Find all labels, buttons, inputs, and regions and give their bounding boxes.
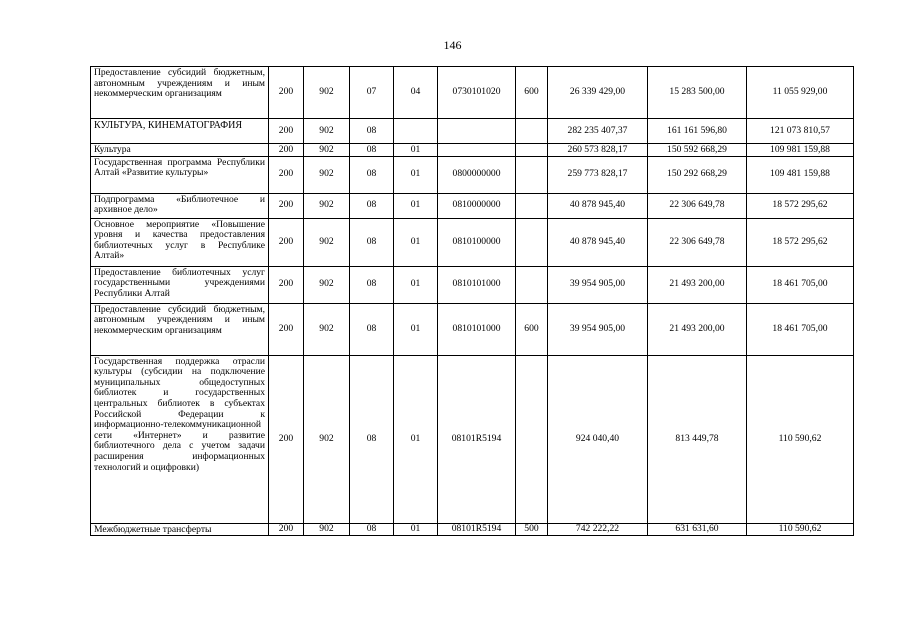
- amount-federal: 813 449,78: [648, 355, 747, 523]
- code-expense-type: [516, 218, 548, 266]
- row-name: Государственная поддержка отрасли культуры (субсидии на подключение муниципальных общедоступных библиотек и государственных центральных библиотек в субъектах Российской Федерации к информационно-телекоммуникационной сети «Интернет» и развитие библиотечного дела с учетом задачи расширения информационных технологий и оцифровки): [91, 355, 269, 523]
- code-expense-type: [516, 156, 548, 193]
- amount-federal: 161 161 596,80: [648, 119, 747, 144]
- code-ministry: 902: [304, 144, 350, 157]
- table-row: [91, 193, 854, 218]
- code-expense-type: 500: [516, 523, 548, 536]
- amount-federal: 150 292 668,29: [648, 156, 747, 193]
- code-expense-type: [516, 355, 548, 523]
- amount-total: 259 773 828,17: [548, 156, 648, 193]
- code-section: 08: [350, 144, 394, 157]
- amount-total: 260 573 828,17: [548, 144, 648, 157]
- code-subsection: 01: [394, 144, 438, 157]
- row-name: КУЛЬТУРА, КИНЕМАТОГРАФИЯ: [91, 119, 269, 144]
- code-expense-type: [516, 266, 548, 303]
- code-subsection: 01: [394, 355, 438, 523]
- code-admin: 200: [269, 144, 304, 157]
- code-section: 08: [350, 218, 394, 266]
- code-subsection: 04: [394, 67, 438, 119]
- row-name: Межбюджетные трансферты: [91, 523, 269, 536]
- row-name: Культура: [91, 144, 269, 157]
- table-row: [91, 523, 854, 536]
- amount-regional: 109 481 159,88: [747, 156, 854, 193]
- table-row: [91, 303, 854, 355]
- amount-regional: 18 572 295,62: [747, 193, 854, 218]
- amount-total: 742 222,22: [548, 523, 648, 536]
- code-ministry: 902: [304, 355, 350, 523]
- code-target: 0800000000: [438, 156, 516, 193]
- code-target: 0810101000: [438, 266, 516, 303]
- code-ministry: 902: [304, 303, 350, 355]
- amount-regional: 109 981 159,88: [747, 144, 854, 157]
- amount-federal: 150 592 668,29: [648, 144, 747, 157]
- table-row: [91, 266, 854, 303]
- code-admin: 200: [269, 218, 304, 266]
- amount-regional: 18 461 705,00: [747, 266, 854, 303]
- amount-federal: 22 306 649,78: [648, 193, 747, 218]
- code-section: 08: [350, 119, 394, 144]
- code-expense-type: [516, 119, 548, 144]
- code-subsection: 01: [394, 193, 438, 218]
- code-target: 0730101020: [438, 67, 516, 119]
- code-ministry: 902: [304, 119, 350, 144]
- code-subsection: 01: [394, 523, 438, 536]
- code-subsection: 01: [394, 303, 438, 355]
- code-subsection: 01: [394, 218, 438, 266]
- code-ministry: 902: [304, 523, 350, 536]
- amount-federal: 631 631,60: [648, 523, 747, 536]
- code-section: 08: [350, 355, 394, 523]
- table-row: [91, 119, 854, 144]
- code-expense-type: [516, 144, 548, 157]
- amount-total: 40 878 945,40: [548, 193, 648, 218]
- table-row: [91, 355, 854, 523]
- code-subsection: 01: [394, 156, 438, 193]
- code-ministry: 902: [304, 67, 350, 119]
- code-target: 0810100000: [438, 218, 516, 266]
- amount-federal: 15 283 500,00: [648, 67, 747, 119]
- code-target: 08101R5194: [438, 523, 516, 536]
- code-admin: 200: [269, 119, 304, 144]
- amount-regional: 18 461 705,00: [747, 303, 854, 355]
- code-admin: 200: [269, 266, 304, 303]
- row-name: Предоставление субсидий бюджетным, автономным учреждениям и иным некоммерческим организациям: [91, 67, 269, 119]
- code-section: 07: [350, 67, 394, 119]
- code-section: 08: [350, 303, 394, 355]
- code-target: 08101R5194: [438, 355, 516, 523]
- page-number: 146: [443, 38, 462, 52]
- code-expense-type: [516, 193, 548, 218]
- code-target: [438, 119, 516, 144]
- table-row: [91, 218, 854, 266]
- code-expense-type: 600: [516, 67, 548, 119]
- code-subsection: [394, 119, 438, 144]
- amount-federal: 22 306 649,78: [648, 218, 747, 266]
- code-ministry: 902: [304, 193, 350, 218]
- code-admin: 200: [269, 67, 304, 119]
- amount-regional: 18 572 295,62: [747, 218, 854, 266]
- code-admin: 200: [269, 303, 304, 355]
- code-admin: 200: [269, 193, 304, 218]
- row-name: Предоставление библиотечных услуг государственными учреждениями Республики Алтай: [91, 266, 269, 303]
- code-ministry: 902: [304, 266, 350, 303]
- code-section: 08: [350, 193, 394, 218]
- code-section: 08: [350, 156, 394, 193]
- amount-federal: 21 493 200,00: [648, 266, 747, 303]
- amount-regional: 110 590,62: [747, 523, 854, 536]
- code-admin: 200: [269, 523, 304, 536]
- code-admin: 200: [269, 355, 304, 523]
- code-admin: 200: [269, 156, 304, 193]
- amount-total: 39 954 905,00: [548, 303, 648, 355]
- budget-table: [90, 66, 854, 536]
- code-section: 08: [350, 523, 394, 536]
- row-name: Основное мероприятие «Повышение уровня и качества предоставления библиотечных услуг в Республике Алтай»: [91, 218, 269, 266]
- table-row: [91, 156, 854, 193]
- amount-total: 40 878 945,40: [548, 218, 648, 266]
- code-expense-type: 600: [516, 303, 548, 355]
- amount-total: 39 954 905,00: [548, 266, 648, 303]
- table-row: [91, 67, 854, 119]
- code-target: 0810000000: [438, 193, 516, 218]
- code-subsection: 01: [394, 266, 438, 303]
- amount-total: 924 040,40: [548, 355, 648, 523]
- code-section: 08: [350, 266, 394, 303]
- code-ministry: 902: [304, 156, 350, 193]
- code-target: [438, 144, 516, 157]
- amount-total: 26 339 429,00: [548, 67, 648, 119]
- amount-regional: 110 590,62: [747, 355, 854, 523]
- amount-federal: 21 493 200,00: [648, 303, 747, 355]
- row-name: Подпрограмма «Библиотечное и архивное дело»: [91, 193, 269, 218]
- table-row: [91, 144, 854, 157]
- row-name: Предоставление субсидий бюджетным, автономным учреждениям и иным некоммерческим организациям: [91, 303, 269, 355]
- amount-regional: 11 055 929,00: [747, 67, 854, 119]
- row-name: Государственная программа Республики Алтай «Развитие культуры»: [91, 156, 269, 193]
- amount-total: 282 235 407,37: [548, 119, 648, 144]
- amount-regional: 121 073 810,57: [747, 119, 854, 144]
- code-ministry: 902: [304, 218, 350, 266]
- code-target: 0810101000: [438, 303, 516, 355]
